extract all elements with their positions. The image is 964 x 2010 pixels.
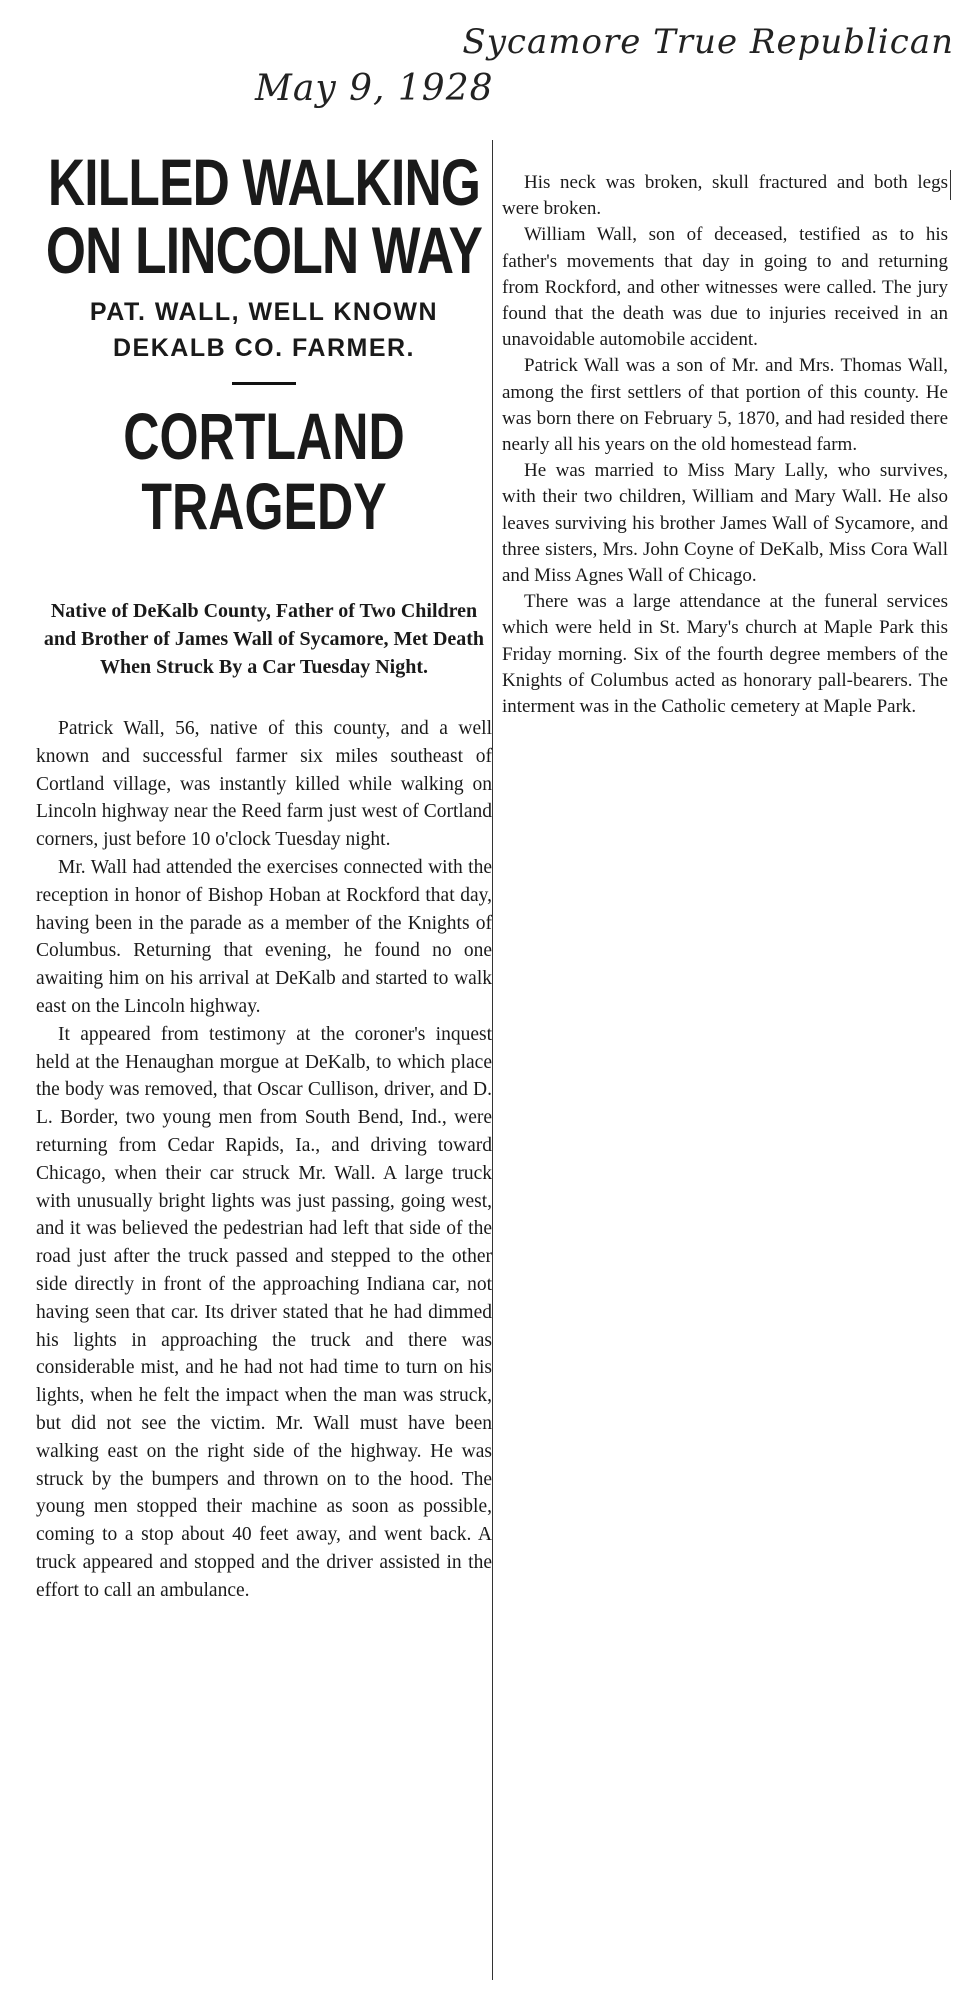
deck-summary: Native of DeKalb County, Father of Two Children and Brother of James Wall of Sycamore, Met Death When Struck By a Car Tuesday Night. [43, 600, 485, 678]
date-annotation: May 9, 1928 [255, 68, 494, 109]
paragraph: He was married to Miss Mary Lally, who survives, with their two children, William and Mary Wall. He also leaves surviving his brother James Wall of Sycamore, and three sisters, Mrs. John Coyne of DeKalb, Miss Cora Wall and Miss Agnes Wall of Chicago. [502, 460, 948, 587]
article-body-left [36, 715, 492, 1605]
source-annotation: Sycamore True Republican [462, 22, 954, 62]
headline-secondary: CORTLAND TRAGEDY [123, 399, 405, 543]
column-rule [492, 140, 493, 1980]
paragraph: It appeared from testimony at the coroner's inquest held at the Henaughan morgue at DeKalb, to which place the body was removed, that Oscar Cullison, driver, and D. L. Border, two young men from South Bend, Ind., were returning from Cedar Rapids, Ia., and driving toward Chicago, when their car struck Mr. Wall. A large truck with unusually bright lights was just passing, going west, and it was believed the pedestrian had left that side of the road just after the truck passed and stepped to the other side directly in front of the approaching Indiana car, not having seen that car. Its driver stated that he had dimmed his lights in approaching the truck and there was considerable mist, and he had not had time to turn on his lights, when he felt the impact when the man was struck, but did not see the victim. Mr. Wall must have been walking east on the right side of the highway. He was struck by the bumpers and thrown on to the hood. The young men stopped their machine as soon as possible, coming to a stop about 40 feet away, and went back. A truck appeared and stopped and the driver assisted in the effort to call an ambulance. [36, 1023, 492, 1601]
paragraph: There was a large attendance at the funeral services which were held in St. Mary's church at Maple Park this Friday morning. Six of the fourth degree members of the Knights of Columbus acted as honorary pall-bearers. The interment was in the Catholic cemetery at Maple Park. [502, 591, 948, 718]
paragraph: Patrick Wall was a son of Mr. and Mrs. Thomas Wall, among the first settlers of that portion of this county. He was born there on February 5, 1870, and had resided there nearly all his years on the old homestead farm. [502, 355, 948, 456]
paragraph: William Wall, son of deceased, testified as to his father's movements that day in going to and returning from Rockford, and other witnesses were called. The jury found that the death was due to injuries received in an unavoidable automobile accident. [502, 224, 948, 351]
left-column [36, 140, 492, 1605]
paragraph: Patrick Wall, 56, native of this county, and a well known and successful farmer six miles southeast of Cortland village, was instantly killed while walking on Lincoln highway near the Reed farm just west of Cortland corners, just before 10 o'clock Tuesday night. [36, 718, 492, 851]
column-rule-right [950, 170, 951, 200]
headline-main: KILLED WALKING ON LINCOLN WAY [45, 145, 483, 287]
headline-subtitle: PAT. WALL, WELL KNOWN DEKALB CO. FARMER. [89, 298, 439, 362]
paragraph: Mr. Wall had attended the exercises connected with the reception in honor of Bishop Hoban at Rockford that day, having been in the parade as a member of the Knights of Columbus. Returning that evening, he found no one awaiting him on his arrival at DeKalb and started to walk east on the Lincoln highway. [36, 856, 492, 1017]
paragraph: His neck was broken, skull fractured and both legs were broken. [502, 172, 948, 220]
headline-divider [232, 382, 296, 385]
right-column [502, 170, 948, 720]
